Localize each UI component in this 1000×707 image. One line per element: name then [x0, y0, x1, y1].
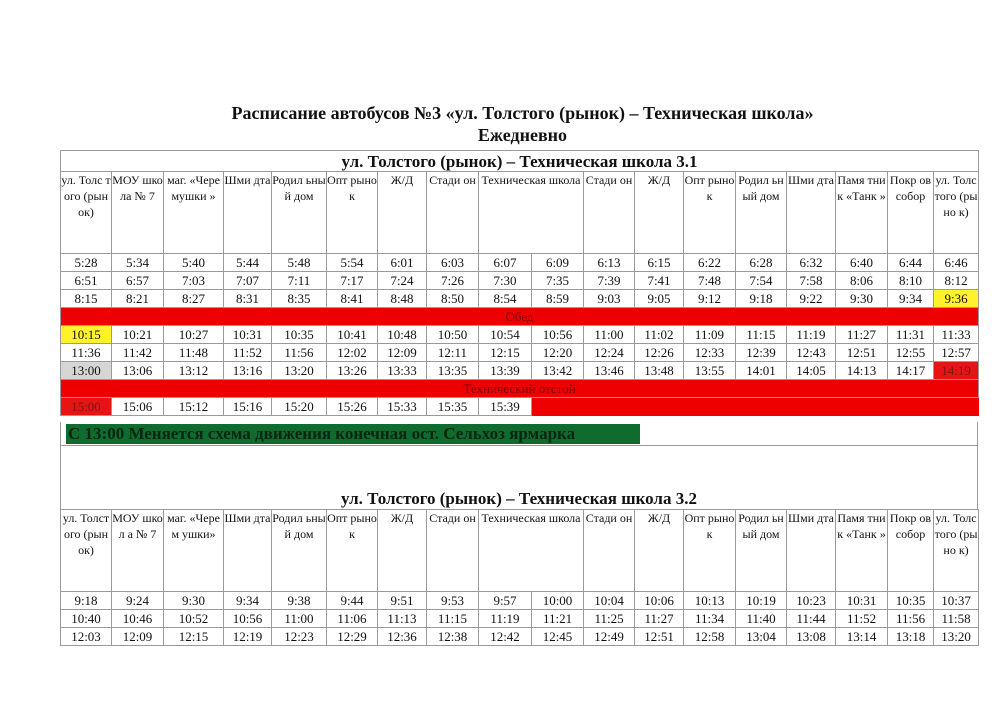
time-cell: 11:00 [272, 610, 327, 628]
time-cell: 9:36 [934, 290, 979, 308]
time-cell: 12:26 [635, 344, 684, 362]
time-cell: 11:44 [787, 610, 836, 628]
schedule-table-3-2 [60, 509, 979, 646]
stop-header: Шми дта [224, 172, 272, 254]
time-cell: 6:51 [61, 272, 112, 290]
table-row [61, 254, 979, 272]
time-cell: 11:33 [934, 326, 979, 344]
time-cell: 13:00 [61, 362, 112, 380]
time-cell: 5:28 [61, 254, 112, 272]
table-row [61, 592, 979, 610]
time-cell: 10:48 [378, 326, 427, 344]
time-cell: 13:18 [888, 628, 934, 646]
time-cell: 10:27 [164, 326, 224, 344]
stop-header: Шми дта [787, 510, 836, 592]
lunch-band-label: Обед [61, 308, 979, 326]
time-cell: 9:24 [112, 592, 164, 610]
time-cell: 8:48 [378, 290, 427, 308]
time-cell: 7:17 [327, 272, 378, 290]
time-cell: 5:48 [272, 254, 327, 272]
time-cell: 8:31 [224, 290, 272, 308]
stop-header: Родил ьный дом [272, 510, 327, 592]
time-cell: 10:52 [164, 610, 224, 628]
time-cell: 5:34 [112, 254, 164, 272]
time-cell: 7:11 [272, 272, 327, 290]
time-cell: 13:20 [934, 628, 979, 646]
stop-header: Ж/Д [378, 172, 427, 254]
time-cell: 7:30 [479, 272, 532, 290]
time-cell: 12:55 [888, 344, 934, 362]
time-cell: 6:28 [736, 254, 787, 272]
time-cell: 10:21 [112, 326, 164, 344]
time-cell: 8:35 [272, 290, 327, 308]
time-cell: 11:15 [736, 326, 787, 344]
time-cell: 10:15 [61, 326, 112, 344]
stop-header: маг. «Черем ушки» [164, 510, 224, 592]
time-cell: 6:07 [479, 254, 532, 272]
table-row [61, 290, 979, 308]
time-cell: 12:20 [532, 344, 584, 362]
time-cell: 12:15 [164, 628, 224, 646]
time-cell: 11:56 [272, 344, 327, 362]
time-cell: 10:50 [427, 326, 479, 344]
time-cell: 12:42 [479, 628, 532, 646]
time-cell: 15:39 [479, 398, 532, 416]
time-cell: 13:04 [736, 628, 787, 646]
stop-header: Стади он [427, 172, 479, 254]
time-cell: 11:58 [934, 610, 979, 628]
time-cell: 7:54 [736, 272, 787, 290]
stop-header: Техническая школа [479, 510, 584, 592]
stop-header: Стади он [427, 510, 479, 592]
time-cell: 8:06 [836, 272, 888, 290]
time-cell: 13:33 [378, 362, 427, 380]
time-cell: 5:40 [164, 254, 224, 272]
time-cell: 12:38 [427, 628, 479, 646]
time-cell: 14:17 [888, 362, 934, 380]
time-cell: 8:27 [164, 290, 224, 308]
time-cell: 6:03 [427, 254, 479, 272]
table-row [61, 272, 979, 290]
time-cell: 10:23 [787, 592, 836, 610]
time-cell: 6:15 [635, 254, 684, 272]
stop-header: ул. Толстого (рыно к) [934, 510, 979, 592]
time-cell: 14:13 [836, 362, 888, 380]
time-cell: 15:26 [327, 398, 378, 416]
stop-header: Опт рыно к [684, 510, 736, 592]
stop-header: ул. Толс того (рын ок) [61, 172, 112, 254]
time-cell: 9:34 [888, 290, 934, 308]
time-cell: 9:44 [327, 592, 378, 610]
stop-header: Памя тник «Танк » [836, 510, 888, 592]
time-cell: 12:49 [584, 628, 635, 646]
time-cell: 13:20 [272, 362, 327, 380]
stop-header: Опт рыно к [327, 510, 378, 592]
time-cell: 15:33 [378, 398, 427, 416]
table-caption: ул. Толстого (рынок) – Техническая школа 3.2 [60, 488, 978, 509]
stop-header: Ж/Д [635, 510, 684, 592]
lunch-band [61, 308, 979, 326]
time-cell: 9:34 [224, 592, 272, 610]
time-cell: 8:41 [327, 290, 378, 308]
page-subtitle: Ежедневно [477, 125, 568, 145]
time-cell: 12:36 [378, 628, 427, 646]
time-cell: 11:09 [684, 326, 736, 344]
time-cell: 11:25 [584, 610, 635, 628]
stop-header: Родил ьный дом [736, 172, 787, 254]
time-cell: 13:39 [479, 362, 532, 380]
time-cell: 13:55 [684, 362, 736, 380]
time-cell: 10:06 [635, 592, 684, 610]
time-cell: 13:16 [224, 362, 272, 380]
time-cell: 12:57 [934, 344, 979, 362]
table-row [61, 610, 979, 628]
stop-header: Опт рыно к [684, 172, 736, 254]
stop-header: Ж/Д [378, 510, 427, 592]
time-cell: 10:13 [684, 592, 736, 610]
time-cell: 12:23 [272, 628, 327, 646]
time-cell: 11:00 [584, 326, 635, 344]
time-cell: 12:29 [327, 628, 378, 646]
time-cell: 6:32 [787, 254, 836, 272]
time-cell: 14:05 [787, 362, 836, 380]
table-row [61, 398, 979, 416]
blank-spacer [60, 446, 978, 488]
time-cell: 11:36 [61, 344, 112, 362]
time-cell: 11:06 [327, 610, 378, 628]
time-cell: 10:54 [479, 326, 532, 344]
time-cell: 10:31 [836, 592, 888, 610]
time-cell: 10:40 [61, 610, 112, 628]
table-row [61, 628, 979, 646]
time-cell: 9:51 [378, 592, 427, 610]
time-cell: 11:21 [532, 610, 584, 628]
stop-header: Покр ов собор [888, 510, 934, 592]
stop-header: Шми дта [224, 510, 272, 592]
time-cell: 10:46 [112, 610, 164, 628]
stop-header: ул. Толст ого (рын ок) [61, 510, 112, 592]
time-cell: 8:50 [427, 290, 479, 308]
time-cell: 12:19 [224, 628, 272, 646]
time-cell: 11:34 [684, 610, 736, 628]
time-cell: 9:57 [479, 592, 532, 610]
stop-header: Памя тник «Танк » [836, 172, 888, 254]
time-cell: 13:35 [427, 362, 479, 380]
time-cell: 6:22 [684, 254, 736, 272]
time-cell: 10:56 [224, 610, 272, 628]
time-cell: 10:35 [888, 592, 934, 610]
stop-header: Стади он [584, 510, 635, 592]
time-cell: 8:54 [479, 290, 532, 308]
time-cell: 11:02 [635, 326, 684, 344]
stop-header: МОУ школ а № 7 [112, 510, 164, 592]
table-row [61, 362, 979, 380]
time-cell: 6:57 [112, 272, 164, 290]
time-cell: 9:30 [164, 592, 224, 610]
time-cell: 7:39 [584, 272, 635, 290]
time-cell: 7:35 [532, 272, 584, 290]
time-cell: 15:06 [112, 398, 164, 416]
time-cell: 9:30 [836, 290, 888, 308]
table-row [61, 326, 979, 344]
time-cell: 13:46 [584, 362, 635, 380]
technical-stop-band [61, 380, 979, 398]
stop-header: Опт рыно к [327, 172, 378, 254]
time-cell: 5:44 [224, 254, 272, 272]
stop-header: Шми дта [787, 172, 836, 254]
time-cell: 10:41 [327, 326, 378, 344]
time-cell: 12:15 [479, 344, 532, 362]
time-cell: 12:45 [532, 628, 584, 646]
time-cell: 11:13 [378, 610, 427, 628]
time-cell: 13:06 [112, 362, 164, 380]
time-cell: 6:44 [888, 254, 934, 272]
stop-header: Стади он [584, 172, 635, 254]
time-cell: 12:11 [427, 344, 479, 362]
time-cell: 12:02 [327, 344, 378, 362]
stop-header: маг. «Чере мушки » [164, 172, 224, 254]
schedule-table-3-1 [60, 150, 979, 416]
time-cell: 10:00 [532, 592, 584, 610]
time-cell: 12:09 [112, 628, 164, 646]
time-cell: 15:16 [224, 398, 272, 416]
time-cell: 12:33 [684, 344, 736, 362]
table-caption-row [61, 151, 979, 172]
time-cell: 8:10 [888, 272, 934, 290]
time-cell: 6:46 [934, 254, 979, 272]
time-cell: 8:59 [532, 290, 584, 308]
time-cell: 7:58 [787, 272, 836, 290]
stop-header: ул. Толстого (рыно к) [934, 172, 979, 254]
time-cell: 7:41 [635, 272, 684, 290]
time-cell: 11:48 [164, 344, 224, 362]
time-cell: 11:27 [635, 610, 684, 628]
time-cell: 6:09 [532, 254, 584, 272]
time-cell: 8:12 [934, 272, 979, 290]
time-cell: 11:42 [112, 344, 164, 362]
time-cell: 9:05 [635, 290, 684, 308]
stop-header: Родил ьный дом [736, 510, 787, 592]
time-cell: 10:31 [224, 326, 272, 344]
time-cell: 13:42 [532, 362, 584, 380]
time-cell: 12:43 [787, 344, 836, 362]
technical-stop-band-label: Технический отстой [61, 380, 979, 398]
time-cell: 12:24 [584, 344, 635, 362]
time-cell: 9:18 [61, 592, 112, 610]
stop-header: Родил ьный дом [272, 172, 327, 254]
time-cell: 5:54 [327, 254, 378, 272]
time-cell: 12:03 [61, 628, 112, 646]
time-cell: 12:58 [684, 628, 736, 646]
time-cell: 13:26 [327, 362, 378, 380]
time-cell: 6:40 [836, 254, 888, 272]
time-cell: 7:03 [164, 272, 224, 290]
time-cell: 11:15 [427, 610, 479, 628]
time-cell: 12:39 [736, 344, 787, 362]
time-cell: 10:56 [532, 326, 584, 344]
empty-cell [532, 398, 979, 416]
time-cell: 13:48 [635, 362, 684, 380]
time-cell: 15:35 [427, 398, 479, 416]
time-cell: 10:04 [584, 592, 635, 610]
time-cell: 13:12 [164, 362, 224, 380]
time-cell: 7:24 [378, 272, 427, 290]
time-cell: 11:19 [479, 610, 532, 628]
time-cell: 15:20 [272, 398, 327, 416]
stop-header: МОУ школа № 7 [112, 172, 164, 254]
time-cell: 6:01 [378, 254, 427, 272]
time-cell: 15:00 [61, 398, 112, 416]
time-cell: 11:52 [836, 610, 888, 628]
time-cell: 8:15 [61, 290, 112, 308]
route-change-notice: С 13:00 Меняется схема движения конечная ост. Сельхоз ярмарка [66, 424, 640, 444]
time-cell: 15:12 [164, 398, 224, 416]
time-cell: 8:21 [112, 290, 164, 308]
time-cell: 13:08 [787, 628, 836, 646]
time-cell: 9:53 [427, 592, 479, 610]
time-cell: 9:22 [787, 290, 836, 308]
time-cell: 7:48 [684, 272, 736, 290]
time-cell: 11:52 [224, 344, 272, 362]
time-cell: 10:19 [736, 592, 787, 610]
table-caption: ул. Толстого (рынок) – Техническая школа 3.1 [61, 151, 979, 172]
time-cell: 11:56 [888, 610, 934, 628]
time-cell: 14:19 [934, 362, 979, 380]
time-cell: 9:18 [736, 290, 787, 308]
time-cell: 12:51 [635, 628, 684, 646]
time-cell: 10:37 [934, 592, 979, 610]
time-cell: 12:51 [836, 344, 888, 362]
stop-header: Техническая школа [479, 172, 584, 254]
time-cell: 13:14 [836, 628, 888, 646]
stop-header: Ж/Д [635, 172, 684, 254]
time-cell: 7:26 [427, 272, 479, 290]
time-cell: 11:19 [787, 326, 836, 344]
time-cell: 9:12 [684, 290, 736, 308]
time-cell: 11:31 [888, 326, 934, 344]
time-cell: 9:38 [272, 592, 327, 610]
page-title: Расписание автобусов №3 «ул. Толстого (рынок) – Техническая школа» [231, 103, 814, 123]
table-row [61, 344, 979, 362]
time-cell: 10:35 [272, 326, 327, 344]
stop-header-row [61, 510, 979, 592]
time-cell: 12:09 [378, 344, 427, 362]
time-cell: 14:01 [736, 362, 787, 380]
time-cell: 9:03 [584, 290, 635, 308]
time-cell: 11:40 [736, 610, 787, 628]
stop-header: Покр ов собор [888, 172, 934, 254]
time-cell: 7:07 [224, 272, 272, 290]
time-cell: 6:13 [584, 254, 635, 272]
time-cell: 11:27 [836, 326, 888, 344]
stop-header-row [61, 172, 979, 254]
